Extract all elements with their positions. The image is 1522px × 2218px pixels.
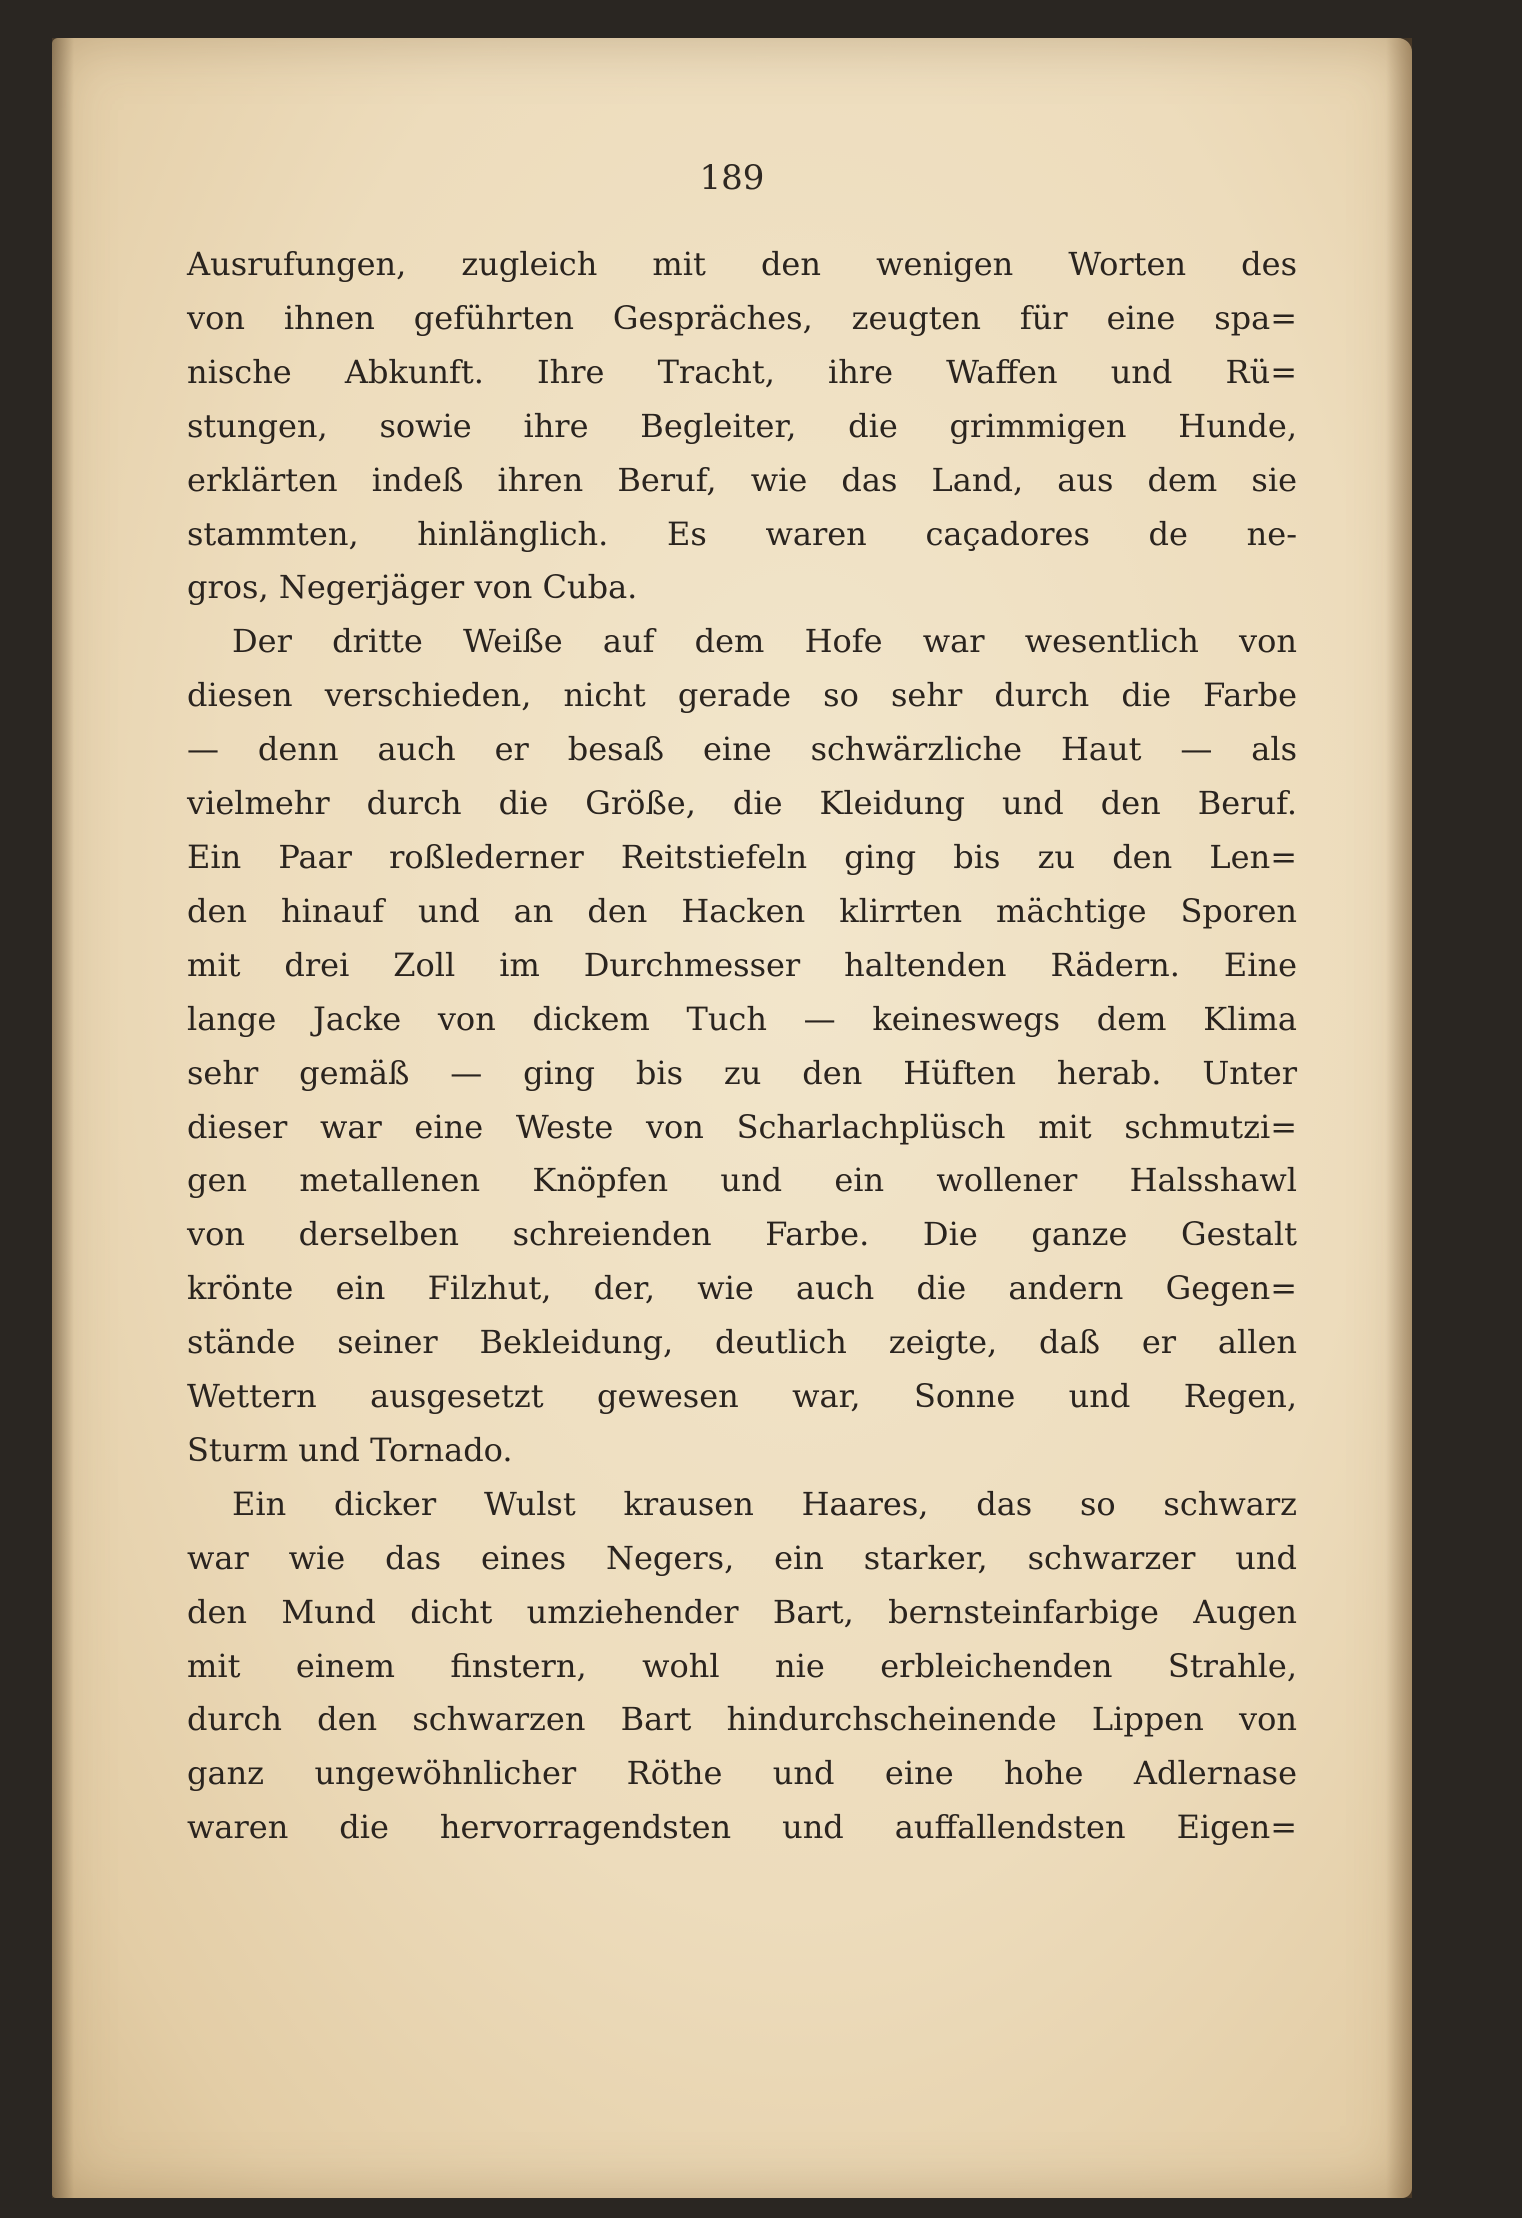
body-text [187, 238, 1297, 1855]
page-number: 189 [699, 158, 765, 198]
text-line: stammten, hinlänglich. Es waren caçadores de ne- [187, 514, 1297, 553]
text-line: waren die hervorragendsten und auffallendsten Eigen= [187, 1808, 1297, 1847]
text-line: gen metallenen Knöpfen und ein wollener Halsshawl [187, 1161, 1297, 1200]
book-page [52, 38, 1412, 2198]
text-line: mit drei Zoll im Durchmesser haltenden Rädern. Eine [187, 945, 1297, 984]
text-line: stungen, sowie ihre Begleiter, die grimmigen Hunde, [187, 406, 1297, 445]
paragraph-3 [187, 1478, 1297, 1855]
text-line: durch den schwarzen Bart hindurchscheinende Lippen von [187, 1700, 1297, 1739]
page-gutter-shadow [52, 38, 74, 2198]
text-line: mit einem finstern, wohl nie erbleichenden Strahle, [187, 1646, 1297, 1685]
text-line: dieser war eine Weste von Scharlachplüsch mit schmutzi= [187, 1107, 1297, 1146]
text-line: ganz ungewöhnlicher Röthe und eine hohe Adlernase [187, 1754, 1297, 1793]
text-line: Ein Paar roßlederner Reitstiefeln ging bis zu den Len= [187, 837, 1297, 876]
text-line: lange Jacke von dickem Tuch — keineswegs dem Klima [187, 999, 1297, 1038]
text-line: sehr gemäß — ging bis zu den Hüften herab. Unter [187, 1053, 1297, 1092]
text-line: gros, Negerjäger von Cuba. [187, 568, 638, 607]
text-line: den Mund dicht umziehender Bart, bernsteinfarbige Augen [187, 1592, 1297, 1631]
text-line: nische Abkunft. Ihre Tracht, ihre Waffen und Rü= [187, 352, 1297, 391]
paragraph-2 [187, 615, 1297, 1478]
text-line: diesen verschieden, nicht gerade so sehr durch die Farbe [187, 676, 1297, 715]
text-line: von derselben schreienden Farbe. Die ganze Gestalt [187, 1215, 1297, 1254]
text-line: Sturm und Tornado. [187, 1430, 513, 1469]
text-line: Der dritte Weiße auf dem Hofe war wesentlich von [232, 622, 1297, 661]
text-line: war wie das eines Negers, ein starker, schwarzer und [187, 1538, 1297, 1577]
text-line: — denn auch er besaß eine schwärzliche Haut — als [187, 730, 1297, 769]
text-line: von ihnen geführten Gespräches, zeugten für eine spa= [187, 298, 1297, 337]
text-line: krönte ein Filzhut, der, wie auch die andern Gegen= [187, 1269, 1297, 1308]
text-line: Wettern ausgesetzt gewesen war, Sonne und Regen, [187, 1377, 1297, 1416]
text-line: stände seiner Bekleidung, deutlich zeigte, daß er allen [187, 1323, 1297, 1362]
paragraph-1 [187, 238, 1297, 615]
text-line: den hinauf und an den Hacken klirrten mächtige Sporen [187, 891, 1297, 930]
text-line: Ein dicker Wulst krausen Haares, das so schwarz [232, 1484, 1297, 1523]
text-line: Ausrufungen, zugleich mit den wenigen Worten des [187, 245, 1297, 283]
text-line: vielmehr durch die Größe, die Kleidung und den Beruf. [187, 784, 1297, 823]
page-edge-shadow [1386, 38, 1412, 2198]
text-line: erklärten indeß ihren Beruf, wie das Land, aus dem sie [187, 460, 1297, 499]
